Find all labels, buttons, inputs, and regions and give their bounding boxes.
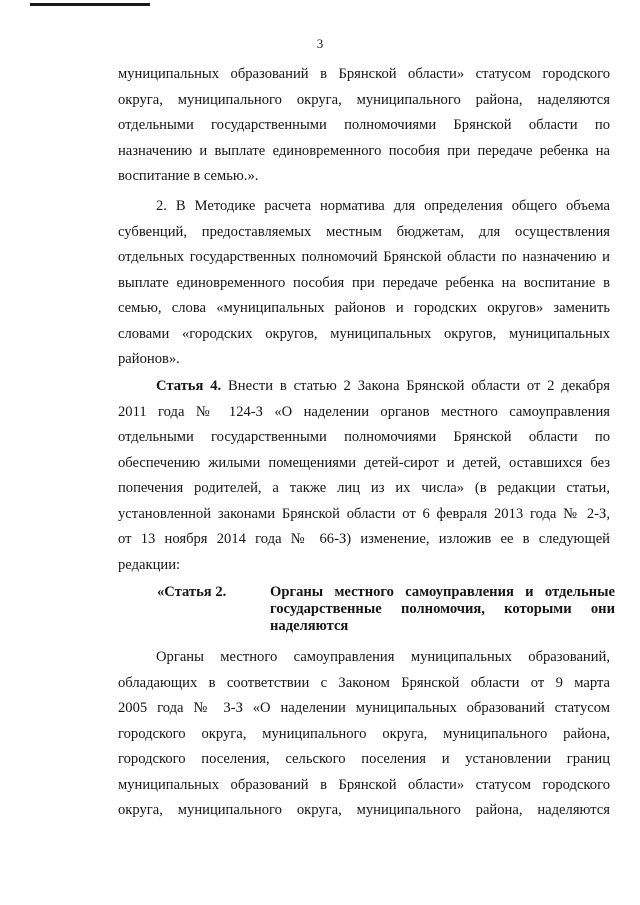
text-line: попечения родителей, а также лиц из их числа» (в редакции статьи, [118,480,610,496]
text-line: субвенций, предоставляемых местным бюджетам, для осуществления [118,223,610,240]
article-2-label: «Статья 2. [157,584,227,600]
page-number: 3 [316,36,324,51]
text-line [118,374,610,400]
paragraph-4 [118,645,610,824]
text-line: установленной законами Брянской области от 6 февраля 2013 года № 2-З, [118,505,610,522]
paragraph-2 [118,194,610,373]
text-line: отдельными государственными полномочиями Брянской области по [118,429,610,445]
text-line: Органы местного самоуправления муниципальных образований, [156,649,610,665]
text-line: отдельными государственными полномочиями Брянской области по [118,117,610,133]
article-4-intro: Внести в статью 2 Закона Брянской области от 2 декабря [221,378,610,394]
text-line: городского поселения, сельского поселения и установлении границ [118,751,610,767]
text-line: редакции: [118,556,181,573]
text-line: назначению и выплате единовременного пособия при передаче ребенка на [118,142,610,159]
text-line: округа, муниципального округа, муниципального района, наделяются [118,802,610,818]
text-line: отдельных государственных полномочий Брянской области по назначению и [118,249,610,265]
text-line: воспитание в семью.». [118,168,259,184]
title-line: Органы местного самоуправления и отдельные [270,584,615,600]
text-line: муниципальных образований в Брянской области» статусом городского [118,776,610,793]
text-line: от 13 ноября 2014 года № 66-З) изменение, изложив ее в следующей [118,531,610,547]
article-2-title [270,584,615,635]
text-line: городского округа, муниципального округа, муниципального района, [118,725,610,742]
text-line: обладающих в соответствии с Законом Брянской области от 9 марта [118,674,610,691]
text-line: округа, муниципального округа, муниципального района, наделяются [118,91,610,108]
text-line: словами «городских округов, муниципальных округов, муниципальных [118,325,610,342]
text-line: обеспечению жилыми помещениями детей-сирот и детей, оставшихся без [118,454,610,471]
title-line: наделяются [270,618,349,634]
text-line: 2. В Методике расчета норматива для определения общего объема [156,198,610,214]
top-rule [30,3,150,6]
text-line: муниципальных образований в Брянской области» статусом городского [118,66,610,82]
article-4-label: Статья 4. [156,378,222,394]
text-line: выплате единовременного пособия при передаче ребенка на воспитание в [118,274,610,291]
text-line: 2011 года № 124-З «О наделении органов местного самоуправления [118,403,610,420]
title-line: государственные полномочия, которыми они [270,601,615,617]
paragraph-1 [118,62,610,190]
text-line: семью, слова «муниципальных районов и городских округов» заменить [118,300,610,316]
text-line: 2005 года № 3-З «О наделении муниципальных образований статусом [118,700,610,716]
paragraph-3 [118,374,610,578]
text-line: районов». [118,351,180,367]
